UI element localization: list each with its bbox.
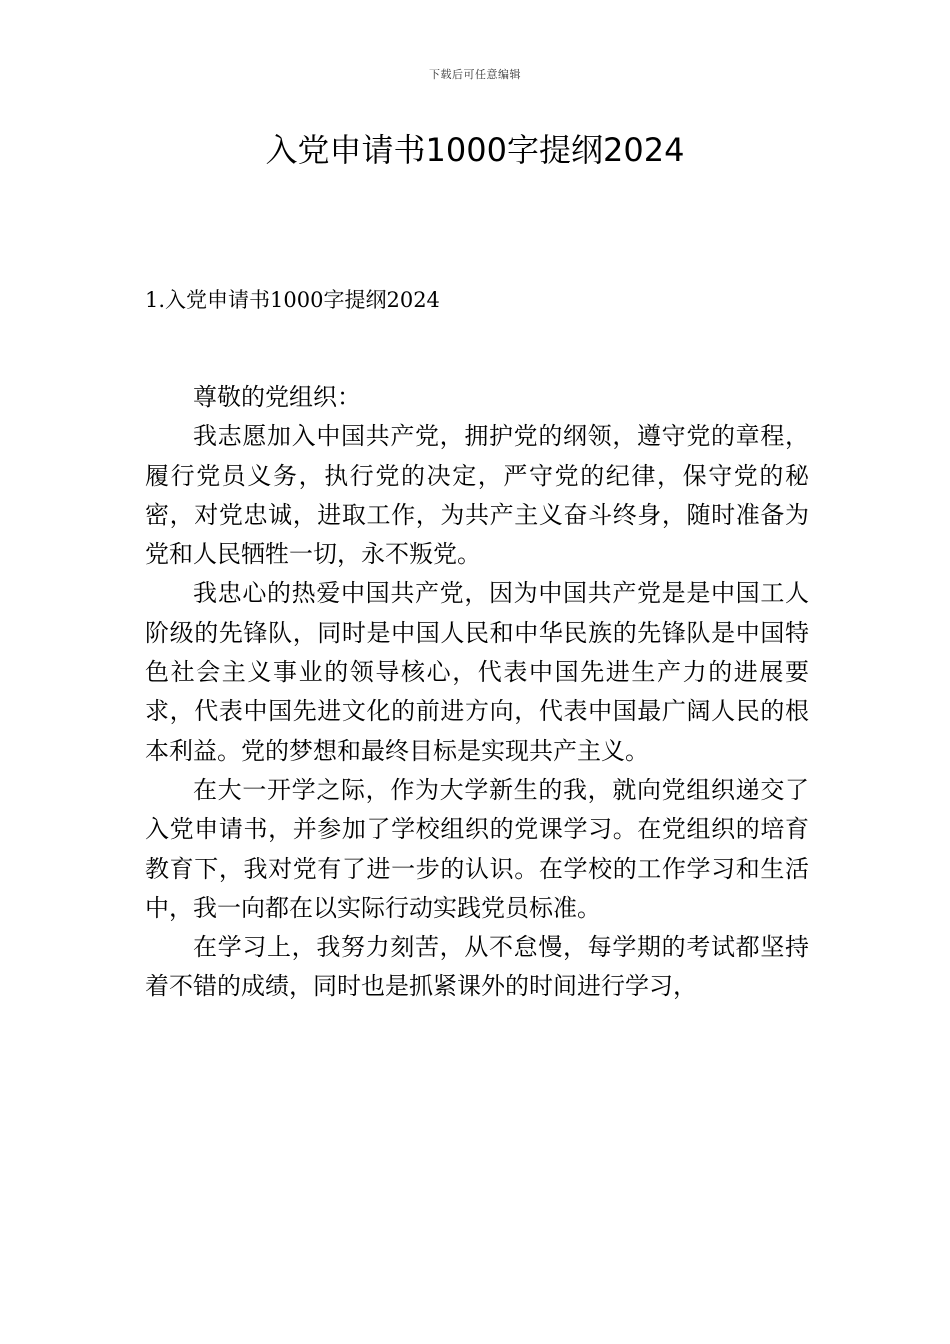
salutation: 尊敬的党组织： (193, 383, 361, 411)
header-note: 下载后可任意编辑 (429, 68, 521, 81)
body-paragraph: 我忠心的热爱中国共产党，因为中国共产党是是中国工人阶级的先锋队，同时是中国人民和中华民族的先锋队是中国特色社会主义事业的领导核心，代表中国先进生产力的进展要求，代表中国先进文化的前进方向，代表中国最广阔人民的根本利益。党的梦想和最终目标是实现共产主义。 (145, 579, 809, 765)
section-heading: 1.入党申请书1000字提纲2024 (145, 288, 440, 312)
document-body (145, 378, 809, 1007)
body-paragraph: 在大一开学之际，作为大学新生的我，就向党组织递交了入党申请书，并参加了学校组织的党课学习。在党组织的培育教育下，我对党有了进一步的认识。在学校的工作学习和生活中，我一向都在以实际行动实践党员标准。 (145, 775, 809, 922)
document-title: 入党申请书1000字提纲2024 (265, 131, 685, 169)
body-paragraph: 我志愿加入中国共产党，拥护党的纲领，遵守党的章程，履行党员义务，执行党的决定，严守党的纪律，保守党的秘密，对党忠诚，进取工作，为共产主义奋斗终身，随时准备为党和人民牺牲一切，永不叛党。 (145, 422, 809, 569)
body-paragraph: 在学习上，我努力刻苦，从不怠慢，每学期的考试都坚持着不错的成绩，同时也是抓紧课外的时间进行学习， (145, 933, 809, 1001)
